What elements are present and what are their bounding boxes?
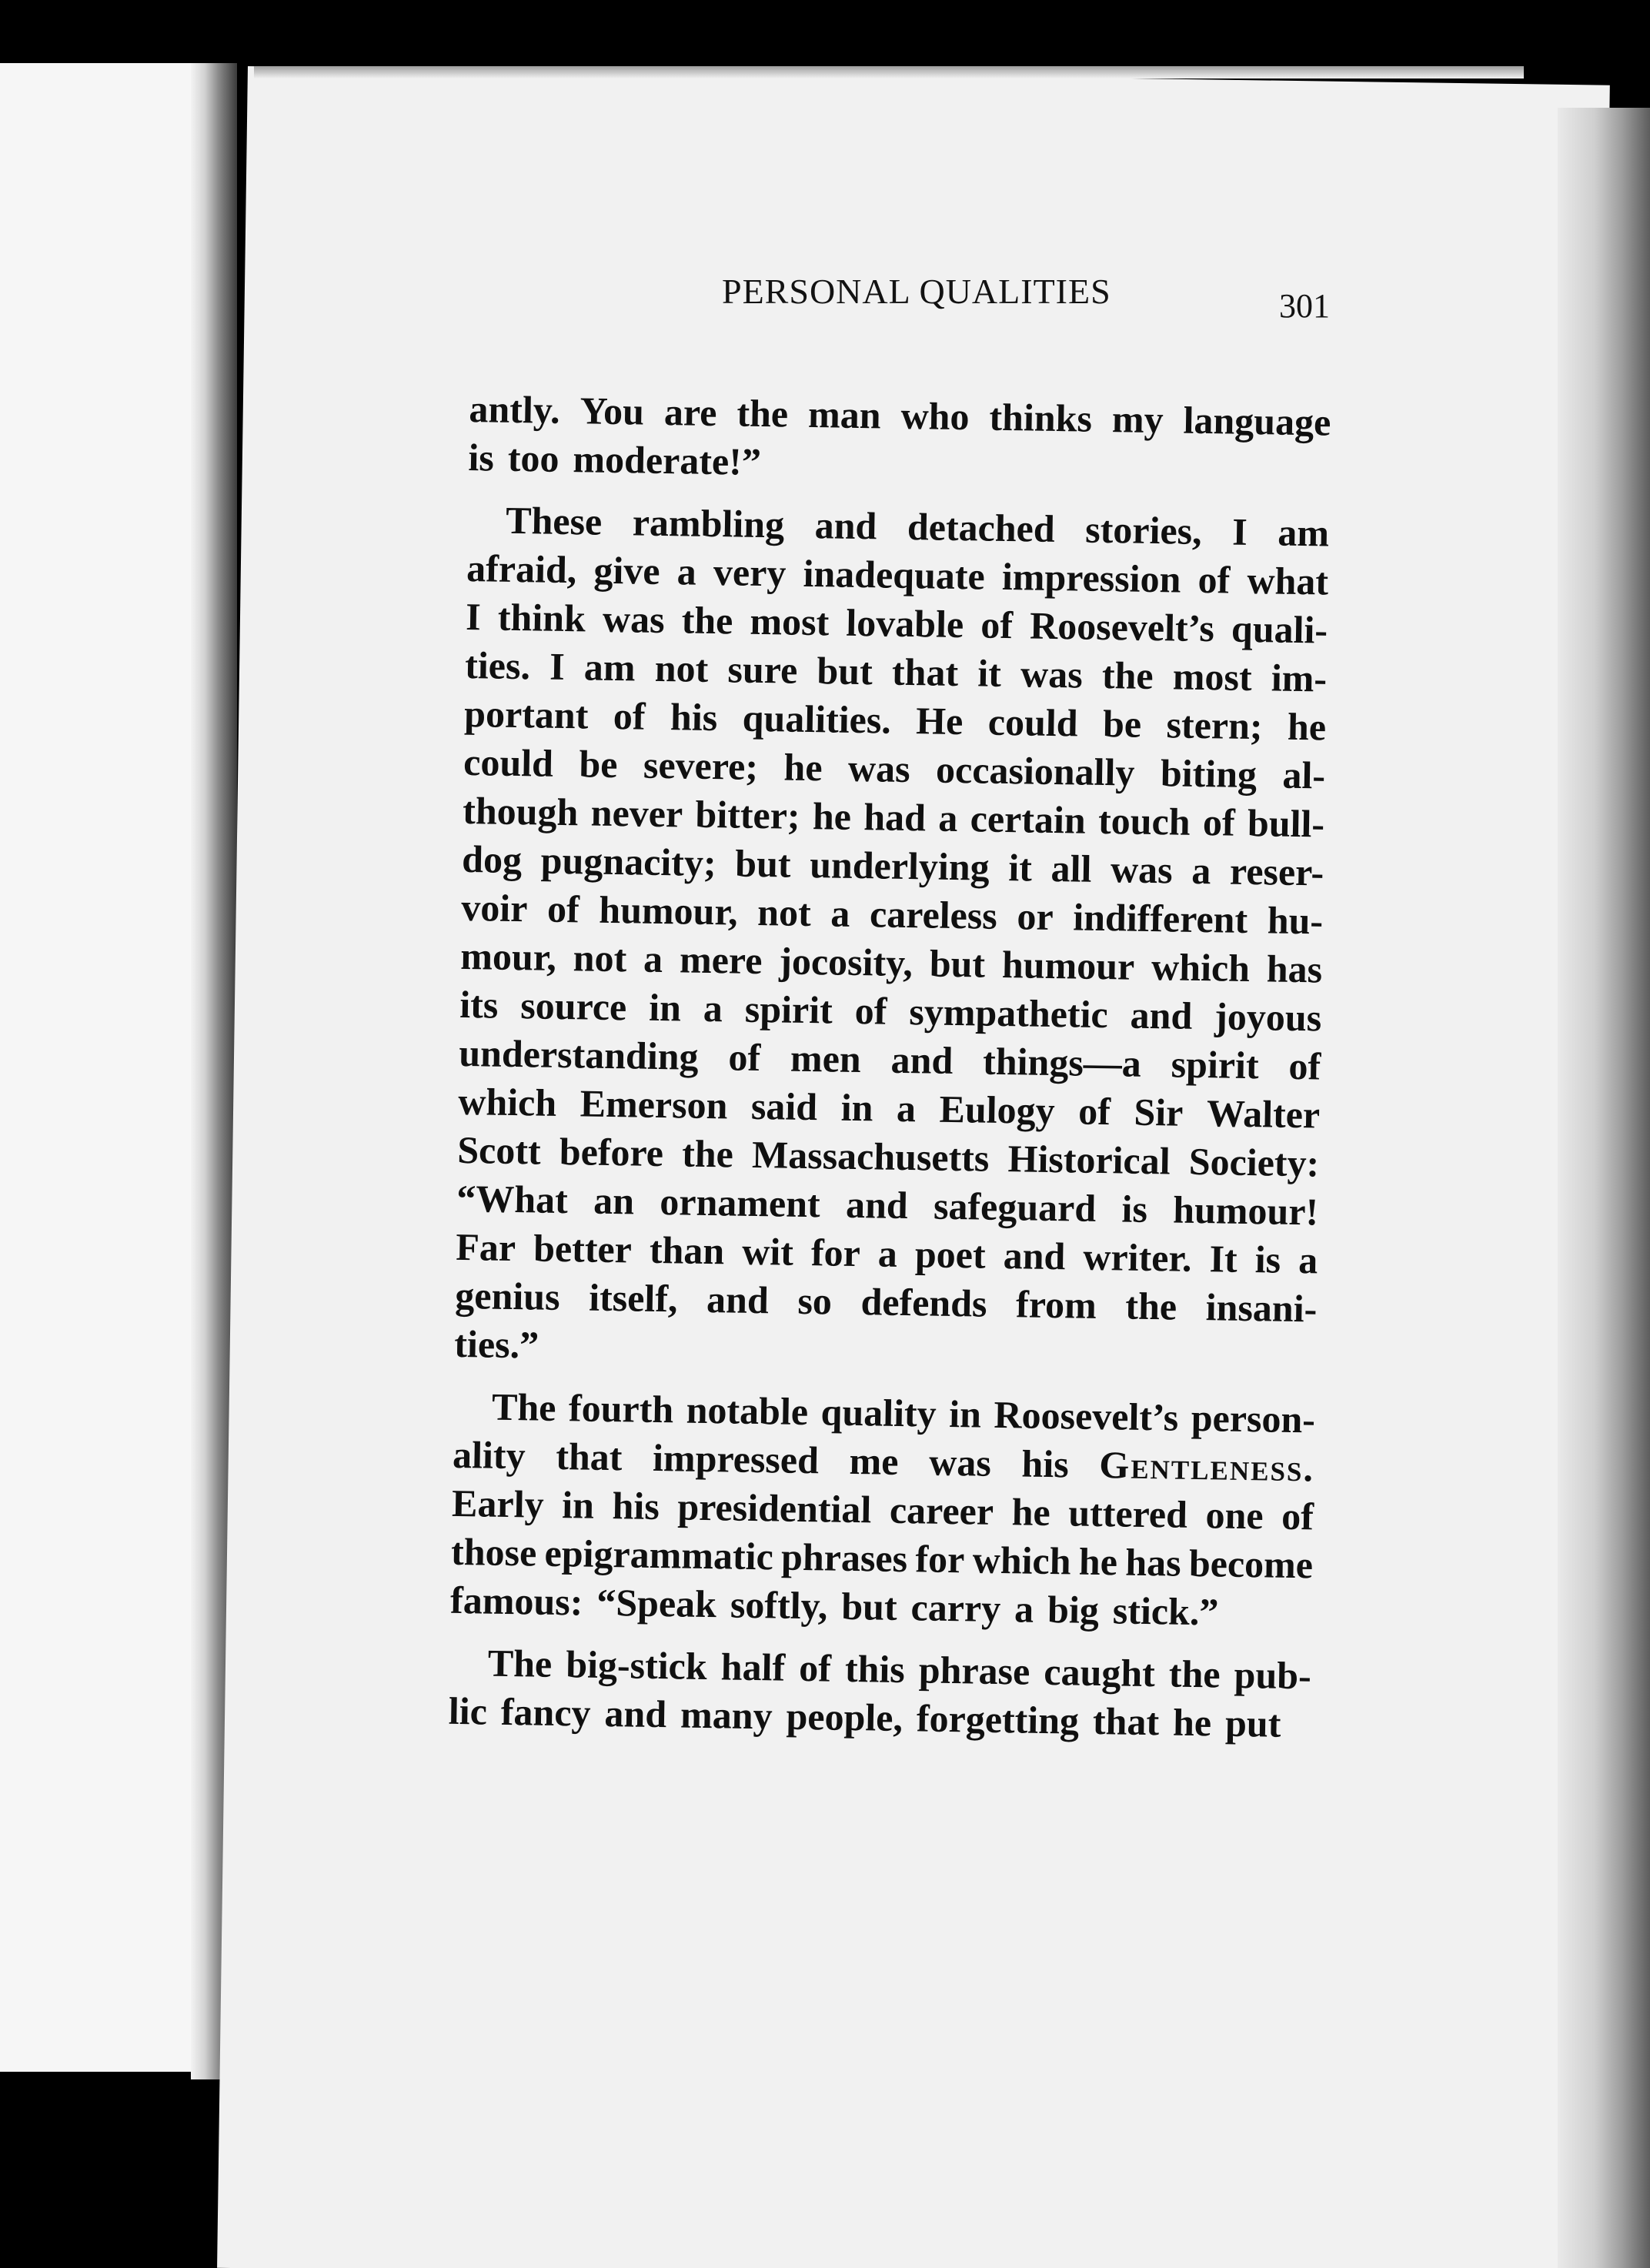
text-line: understanding of men and things—a spirit of (458, 1030, 1321, 1088)
text-line: though never bitter; he had a certain touch of bull- (462, 788, 1325, 846)
text-line: I think was the most lovable of Roosevelt’s quali- (465, 594, 1328, 652)
text-line: Scott before the Massachusetts Historical Society: (456, 1127, 1320, 1185)
text-line: could be severe; he was occasionally biting al- (463, 740, 1326, 797)
text-line: is too moderate!” (468, 435, 762, 483)
text-line: ality that impressed me was his Gentleness. (452, 1432, 1315, 1490)
text-line: Far better than wit for a poet and writer. It is a (455, 1224, 1318, 1282)
paragraph (454, 496, 1330, 1381)
text-line: lic fancy and many people, forgetting that he put (448, 1688, 1281, 1745)
text-line: The fourth notable quality in Roosevelt’s person- (491, 1385, 1316, 1441)
body-text (448, 385, 1331, 1749)
text-line: ties. I am not sure but that it was the most im- (464, 643, 1328, 700)
paragraph (448, 1638, 1311, 1749)
text-line: afraid, give a very inadequate impression of what (466, 546, 1329, 603)
text-line: which Emerson said in a Eulogy of Sir Walter (457, 1079, 1321, 1137)
page-number: 301 (1279, 287, 1330, 325)
text-line: portant of his qualities. He could be stern; he (463, 691, 1327, 749)
text-line: Early in his presidential career he uttered one of (451, 1481, 1314, 1538)
text-line: those epigrammatic phrases for which he has become (450, 1529, 1314, 1587)
page-top-edge (254, 66, 1524, 78)
text-line: genius itself, and so defends from the insani- (454, 1273, 1318, 1331)
text-line: mour, not a mere jocosity, but humour which has (459, 934, 1323, 991)
text-line: The big-stick half of this phrase caught the pub- (487, 1641, 1312, 1698)
text-line: its source in a spirit of sympathetic and joyous (459, 982, 1322, 1040)
text-line: voir of humour, not a careless or indifferent hu- (460, 885, 1324, 943)
paragraph (450, 1382, 1316, 1638)
text-line: antly. You are the man who thinks my language (469, 386, 1331, 444)
running-header (476, 271, 1330, 332)
running-head-title: PERSONAL QUALITIES (722, 272, 1111, 311)
paragraph (468, 385, 1331, 496)
text-line: dog pugnacity; but underlying it all was a reser- (461, 837, 1324, 894)
text-line: ties.” (453, 1321, 539, 1367)
page-stack-edge (1558, 108, 1650, 2268)
text-line: famous: “Speak softly, but carry a big stick.” (449, 1578, 1219, 1634)
text-line: “What an ornament and safeguard is humour! (456, 1176, 1319, 1234)
text-line: These rambling and detached stories, I am (505, 498, 1330, 555)
